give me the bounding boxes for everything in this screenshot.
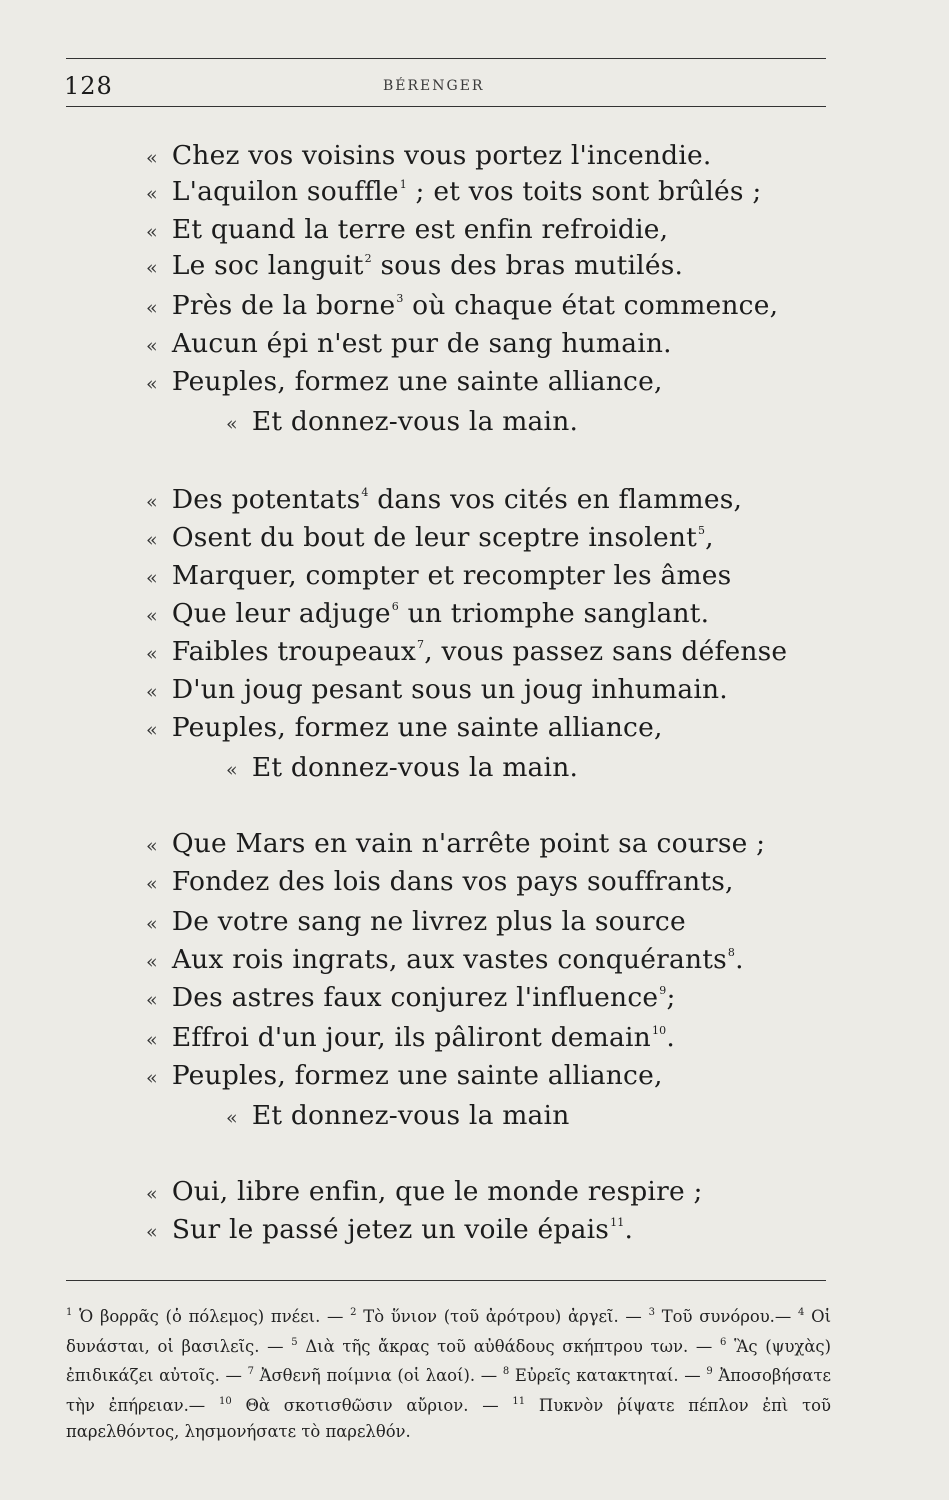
footnote-number: 8: [502, 1366, 510, 1378]
verse-text: Fondez des lois dans vos pays souffrants,: [171, 866, 734, 897]
verse-text: Et donnez-vous la main: [251, 1100, 570, 1131]
verse-line: [146, 906, 686, 937]
quote-mark: «: [146, 529, 158, 551]
footnote: [503, 1366, 706, 1385]
verse-line: [146, 1060, 663, 1091]
verse-line: [146, 1176, 703, 1207]
footnote-number: 9: [706, 1366, 713, 1378]
running-head: BÉRENGER: [383, 78, 485, 94]
verse-text: Peuples, formez une sainte alliance,: [171, 1060, 663, 1091]
footnote-ref: 4: [361, 486, 369, 499]
footnote: [219, 1396, 512, 1415]
footnote: [66, 1307, 350, 1326]
verse-text: Sur le passé jetez un voile épais: [171, 1214, 610, 1245]
verse-line: [226, 1100, 569, 1131]
verse-line: [146, 176, 761, 207]
verse-line: [146, 366, 663, 397]
footnote: [248, 1366, 503, 1385]
footnote: [350, 1307, 648, 1326]
verse-line: [146, 866, 734, 897]
verse-text-tail: un triomphe sanglant.: [398, 598, 710, 629]
verse-text: Aucun épi n'est pur de sang humain.: [171, 328, 672, 359]
verse-text: Le soc languit: [171, 250, 364, 281]
quote-mark: «: [146, 1183, 158, 1205]
quote-mark: «: [146, 1029, 158, 1051]
verse-line: [146, 1022, 675, 1053]
verse-line: [146, 140, 712, 171]
footnote-text: Ἀποσοβήσατε τὴν ἐπήρειαν.—: [66, 1366, 832, 1416]
quote-mark: «: [146, 221, 158, 243]
verse-line: [146, 214, 668, 245]
footnote-number: 11: [512, 1396, 526, 1408]
footnote-text: Οἱ δυνάσται, οἱ βασιλεῖς. —: [66, 1307, 832, 1356]
verse-text: Aux rois ingrats, aux vastes conquérants: [171, 944, 727, 975]
verse-text: Des potentats: [171, 484, 361, 515]
verse-text: Chez vos voisins vous portez l'incendie.: [171, 140, 712, 171]
verse-text: Peuples, formez une sainte alliance,: [171, 712, 663, 743]
verse-line: [146, 982, 676, 1013]
verse-line: [146, 328, 672, 359]
quote-mark: «: [146, 835, 158, 857]
footnote-number: 1: [66, 1307, 73, 1318]
verse-text: Et quand la terre est enfin refroidie,: [171, 214, 669, 245]
quote-mark: «: [146, 605, 158, 627]
quote-mark: «: [146, 297, 158, 319]
verse-text-tail: ;: [666, 982, 676, 1013]
quote-mark: «: [146, 913, 158, 935]
verse-text: Faibles troupeaux: [171, 636, 417, 667]
verse-line: [226, 752, 578, 783]
verse-text: Que leur adjuge: [171, 598, 391, 629]
verse-text-tail: .: [624, 1214, 634, 1245]
quote-mark: «: [226, 413, 238, 435]
quote-mark: «: [146, 147, 158, 169]
verse-text: Osent du bout de leur sceptre insolent: [171, 522, 697, 553]
verse-text: Marquer, compter et recompter les âmes: [171, 560, 732, 591]
verse-line: [146, 560, 731, 591]
quote-mark: «: [146, 491, 158, 513]
footnote-ref: 6: [391, 600, 399, 613]
verse-text: L'aquilon souffle: [171, 176, 399, 207]
footnote-number: 4: [798, 1307, 805, 1318]
verse-text: Que Mars en vain n'arrête point sa course ;: [171, 828, 766, 859]
footnotes: [66, 1300, 831, 1445]
verse-text-tail: où chaque état commence,: [403, 290, 779, 321]
quote-mark: «: [146, 681, 158, 703]
verse-text-tail: ,: [705, 522, 714, 553]
footnote-text: Πυκνὸν ῥίψατε πέπλον ἐπὶ τοῦ παρελθόντος, λησμονήσατε τὸ παρελθόν.: [66, 1396, 831, 1441]
footnote-ref: 1: [399, 178, 407, 191]
quote-mark: «: [146, 257, 158, 279]
footnote-ref: 9: [659, 984, 667, 997]
verse-line: [146, 828, 765, 859]
footnote-text: Εὐρεῖς κατακτηταί. —: [509, 1366, 707, 1386]
footnote-ref: 8: [727, 946, 736, 959]
footnote: [649, 1307, 798, 1326]
verse-text: Des astres faux conjurez l'influence: [171, 982, 659, 1013]
footnote-ref: 7: [417, 638, 425, 651]
quote-mark: «: [146, 643, 158, 665]
verse-text-tail: , vous passez sans défense: [424, 636, 788, 667]
quote-mark: «: [146, 719, 158, 741]
verse-line: [146, 712, 663, 743]
footnote-ref: 11: [610, 1216, 625, 1229]
verse-line: [226, 406, 578, 437]
footnote-number: 6: [719, 1336, 727, 1348]
footnote-text: Τοῦ συνόρου.—: [654, 1307, 799, 1326]
footnote-number: 7: [247, 1366, 254, 1378]
verse-text: Peuples, formez une sainte alliance,: [171, 366, 663, 397]
verse-line: [146, 250, 683, 281]
quote-mark: «: [146, 951, 158, 973]
footnote-ref: 5: [697, 524, 706, 537]
verse-text-tail: dans vos cités en flammes,: [368, 484, 743, 515]
footnote-text: Τὸ ὕνιον (τοῦ ἀρότρου) ἀργεῖ. —: [356, 1307, 649, 1326]
quote-mark: «: [226, 759, 238, 781]
verse-line: [146, 944, 744, 975]
quote-mark: «: [146, 335, 158, 357]
verse-line: [146, 484, 742, 515]
footnote-number: 10: [218, 1396, 232, 1408]
header-rule: [66, 106, 826, 107]
verse-line: [146, 598, 709, 629]
footnote-ref: 3: [396, 292, 404, 305]
footnote-number: 5: [291, 1336, 298, 1348]
footnote-number: 3: [648, 1307, 655, 1318]
footnote-ref: 2: [364, 252, 372, 265]
quote-mark: «: [146, 873, 158, 895]
verse-text-tail: .: [666, 1022, 675, 1053]
quote-mark: «: [146, 1067, 158, 1089]
quote-mark: «: [146, 183, 158, 205]
footnote-rule: [66, 1280, 826, 1281]
footnote-text: Θὰ σκοτισθῶσιν αὔριον. —: [231, 1396, 513, 1416]
verse-line: [146, 522, 714, 553]
verse-text-tail: sous des bras mutilés.: [371, 250, 684, 281]
verse-text-tail: .: [735, 944, 744, 975]
quote-mark: «: [226, 1107, 238, 1129]
verse-text: Et donnez-vous la main.: [251, 406, 579, 437]
quote-mark: «: [146, 989, 158, 1011]
verse-text: De votre sang ne livrez plus la source: [171, 906, 686, 937]
footnote-text: Ἃς (ψυχὰς) ἐπιδικάζει αὐτοῖς. —: [66, 1336, 831, 1386]
verse-text-tail: ; et vos toits sont brûlés ;: [406, 176, 762, 207]
quote-mark: «: [146, 373, 158, 395]
verse-text: Oui, libre enfin, que le monde respire ;: [171, 1176, 703, 1207]
quote-mark: «: [146, 567, 158, 589]
footnote-text: Ὁ βορρᾶς (ὁ πόλεμος) πνέει. —: [72, 1307, 351, 1326]
page-number: 128: [64, 72, 113, 100]
verse-text: Effroi d'un jour, ils pâliront demain: [171, 1022, 651, 1053]
quote-mark: «: [146, 1221, 158, 1243]
footnote-number: 2: [350, 1307, 357, 1318]
verse-text: D'un joug pesant sous un joug inhumain.: [171, 674, 728, 705]
verse-text: Et donnez-vous la main.: [251, 752, 579, 783]
top-rule: [66, 58, 826, 59]
footnote-text: Διὰ τῆς ἄκρας τοῦ αὐθάδους σκήπτρου των. —: [297, 1336, 720, 1356]
verse-line: [146, 1214, 633, 1245]
footnote-ref: 10: [651, 1024, 667, 1037]
verse-line: [146, 636, 787, 667]
footnote: [291, 1337, 720, 1356]
verse-text: Près de la borne: [171, 290, 396, 321]
footnote-text: Ἀσθενῆ ποίμνια (οἱ λαοί). —: [253, 1366, 503, 1386]
verse-line: [146, 674, 728, 705]
verse-line: [146, 290, 778, 321]
